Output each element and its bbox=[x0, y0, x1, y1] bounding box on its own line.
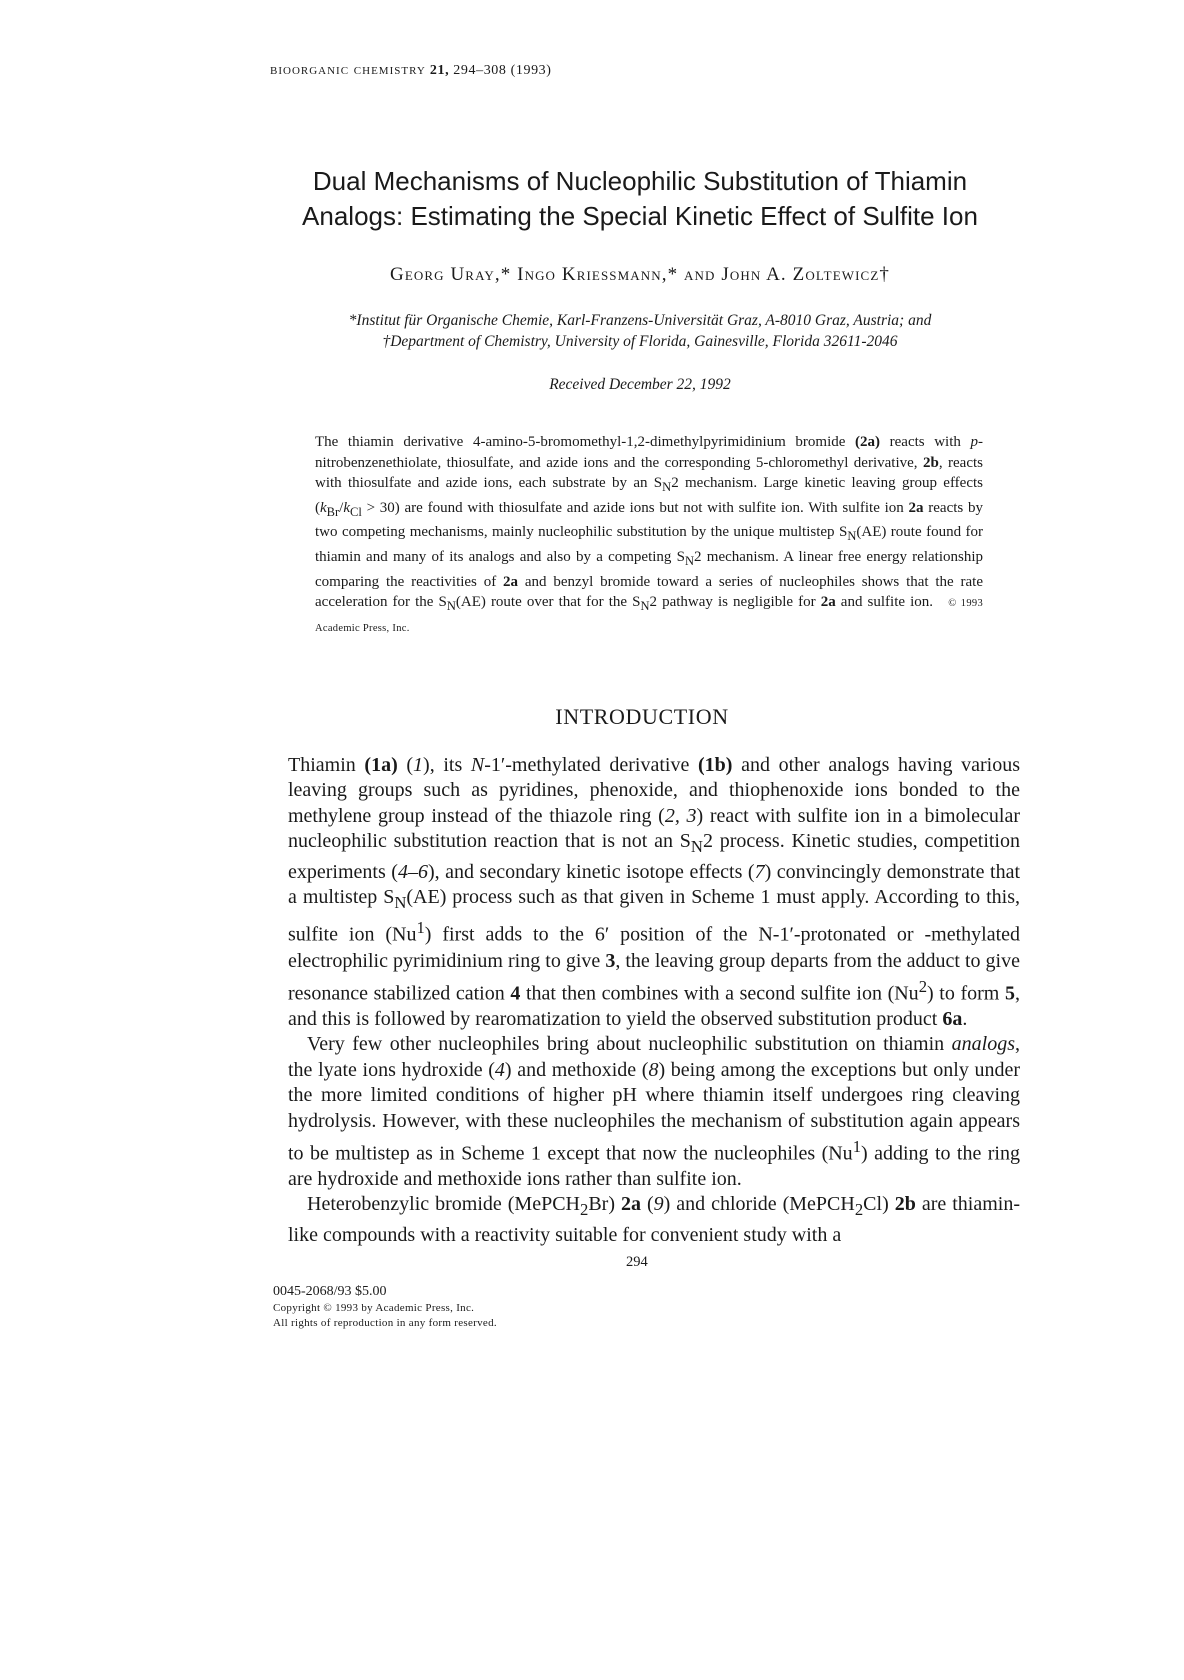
citation: 4–6 bbox=[397, 860, 428, 883]
subscript: N bbox=[662, 480, 672, 495]
superscript: 2 bbox=[918, 976, 928, 996]
text: . bbox=[962, 1007, 968, 1030]
text: ( bbox=[640, 1193, 654, 1216]
compound-ref: 6a bbox=[942, 1007, 963, 1030]
text: ), and secondary kinetic isotope effects ( bbox=[427, 860, 755, 883]
abstract-text: / bbox=[339, 499, 344, 516]
citation: 4 bbox=[494, 1058, 505, 1081]
abstract-text: reacts by two competing mechanisms, mainly nucleophilic substitution by the unique multistep S bbox=[315, 499, 983, 541]
text: 2 process. Kinetic studies, competition experiments ( bbox=[288, 830, 1020, 883]
affiliation-graz: *Institut für Organische Chemie, Karl-Franzens-Universität Graz, A-8010 Graz, Austria; and bbox=[348, 312, 932, 329]
subscript: N bbox=[685, 553, 695, 568]
text: that then combines with a second sulfite ion (Nu bbox=[520, 982, 919, 1005]
compound-ref: 2a bbox=[503, 573, 519, 590]
italic-text: analogs bbox=[951, 1033, 1015, 1056]
title-line-2: Analogs: Estimating the Special Kinetic Effect of Sulfite Ion bbox=[302, 201, 978, 231]
compound-ref: 2b bbox=[922, 454, 939, 471]
text: Very few other nucleophiles bring about nucleophilic substitution on thiamin bbox=[307, 1033, 952, 1056]
abstract bbox=[315, 432, 983, 639]
abstract-text: and sulfite ion. bbox=[835, 594, 934, 611]
compound-ref: 2a bbox=[620, 1193, 641, 1216]
superscript: 1 bbox=[852, 1137, 862, 1156]
compound-ref: 2b bbox=[894, 1193, 916, 1216]
compound-ref: 2a bbox=[820, 594, 836, 611]
subscript: N bbox=[690, 837, 703, 857]
citation: 7 bbox=[754, 860, 765, 883]
page-number: 294 bbox=[626, 1254, 648, 1270]
subscript: N bbox=[446, 599, 456, 614]
text: ), its bbox=[423, 754, 471, 776]
affiliation-florida: †Department of Chemistry, University of Florida, Gainesville, Florida 32611-2046 bbox=[382, 333, 898, 350]
subscript: N bbox=[394, 893, 407, 913]
text: ) and methoxide ( bbox=[504, 1058, 649, 1081]
citation: 8 bbox=[648, 1058, 659, 1081]
abstract-text: 2 pathway is negligible for bbox=[649, 594, 821, 611]
abstract-text: 2 mechanism. Large kinetic leaving group effects ( bbox=[315, 475, 983, 516]
abstract-text: 2 mechanism. A linear free energy relationship comparing the reactivities of bbox=[315, 548, 983, 590]
abstract-italic: p bbox=[970, 434, 978, 450]
journal-pages: 294–308 bbox=[453, 63, 507, 78]
citation: 2, 3 bbox=[664, 804, 697, 827]
subscript: 2 bbox=[580, 1200, 589, 1220]
paragraph-3 bbox=[288, 1192, 1020, 1248]
journal-year: (1993) bbox=[510, 63, 552, 78]
abstract-copyright: © 1993 Academic Press, Inc. bbox=[315, 598, 983, 634]
text: are thiamin-like compounds with a reactivity suitable for convenient study with a bbox=[288, 1193, 1020, 1246]
abstract-text: reacts with bbox=[880, 434, 971, 450]
text: , the lyate ions hydroxide ( bbox=[288, 1033, 1020, 1081]
journal-volume: 21, bbox=[429, 63, 450, 78]
compound-ref: 2a bbox=[908, 499, 924, 516]
compound-ref: (1b) bbox=[698, 754, 733, 776]
text: ) to form bbox=[927, 982, 1005, 1005]
article-title bbox=[260, 164, 1020, 234]
citation: 9 bbox=[653, 1193, 664, 1216]
authors: Georg Uray,* Ingo Kriessmann,* and John A. Zoltewicz† bbox=[390, 264, 890, 285]
section-heading-introduction: INTRODUCTION bbox=[555, 704, 729, 729]
text: and other analogs having various leaving groups such as pyridines, phenoxide, and thiophenoxide ions bonded to the methylene group instead of the thiazole ring ( bbox=[288, 754, 1021, 827]
citation: 1 bbox=[413, 754, 424, 776]
abstract-text: and benzyl bromide toward a series of nucleophiles shows that the rate acceleration for the S bbox=[315, 573, 983, 611]
abstract-text: The thiamin derivative 4-amino-5-bromomethyl-1,2-dimethylpyrimidinium bromide bbox=[315, 434, 856, 450]
body-text bbox=[288, 753, 1020, 1248]
text: ) first adds to the 6′ position of the N-1′-protonated or -methylated electrophilic pyrimidinium ring to give bbox=[288, 924, 1021, 972]
subscript: N bbox=[640, 599, 650, 614]
paragraph-1 bbox=[288, 753, 1020, 1032]
footer-copyright: Copyright © 1993 by Academic Press, Inc. bbox=[273, 1302, 475, 1314]
abstract-text: , reacts with thiosulfate and azide ions, each substrate by an S bbox=[315, 454, 983, 492]
running-head bbox=[270, 62, 552, 79]
compound-ref: (1a) bbox=[364, 754, 398, 776]
compound-ref: 3 bbox=[605, 949, 616, 972]
compound-ref: (2a) bbox=[855, 434, 881, 450]
italic-text: N bbox=[470, 754, 485, 776]
subscript: Cl bbox=[350, 504, 362, 519]
compound-ref: 5 bbox=[1005, 982, 1015, 1005]
rate-constant: k bbox=[320, 499, 327, 516]
footer-code: 0045-2068/93 $5.00 bbox=[273, 1284, 387, 1299]
text: ) and chloride (MePCH bbox=[663, 1193, 855, 1216]
text: Heterobenzylic bromide (MePCH bbox=[307, 1193, 580, 1216]
subscript: 2 bbox=[854, 1200, 864, 1220]
text: ) being among the exceptions but only under the more limited conditions of higher pH where thiamin itself undergoes ring cleaving hydrolysis. However, with these nucleophiles the mechanism of substitution again appears to be multistep as in Scheme 1 except that now the nucleophiles (Nu bbox=[288, 1058, 1020, 1165]
abstract-text: > 30) are found with thiosulfate and azide ions but not with sulfite ion. With sulfite ion bbox=[361, 499, 909, 516]
footer-rights: All rights of reproduction in any form reserved. bbox=[273, 1317, 497, 1329]
footer bbox=[273, 1282, 497, 1331]
abstract-text: -nitrobenzenethiolate, thiosulfate, and azide ions and the corresponding 5-chloromethyl derivative, bbox=[315, 434, 983, 471]
text: Br) bbox=[588, 1193, 621, 1216]
paragraph-2 bbox=[288, 1032, 1020, 1192]
compound-ref: 4 bbox=[510, 982, 521, 1005]
affiliations bbox=[260, 310, 1020, 352]
subscript: N bbox=[847, 529, 857, 544]
received-date: Received December 22, 1992 bbox=[549, 376, 731, 393]
abstract-text: (AE) route found for thiamin and many of its analogs and also by a competing S bbox=[315, 524, 984, 565]
journal-name: bioorganic chemistry bbox=[270, 62, 426, 78]
text: ( bbox=[397, 754, 414, 776]
subscript: Br bbox=[326, 504, 340, 519]
abstract-text: (AE) route over that for the S bbox=[455, 594, 641, 611]
text: ) react with sulfite ion in a bimolecular nucleophilic substitution reaction that is not an S bbox=[288, 804, 1020, 853]
rate-constant: k bbox=[343, 499, 351, 516]
superscript: 1 bbox=[416, 918, 425, 938]
text: , the leaving group departs from the adduct to give resonance stabilized cation bbox=[288, 949, 1020, 1005]
text: ) adding to the ring are hydroxide and methoxide ions rather than sulfite ion. bbox=[288, 1142, 1020, 1191]
text: (AE) process such as that given in Scheme 1 must apply. According to this, sulfite ion (Nu bbox=[288, 886, 1020, 947]
text: , and this is followed by rearomatization to yield the observed substitution product bbox=[288, 982, 1020, 1030]
title-line-1: Dual Mechanisms of Nucleophilic Substitution of Thiamin bbox=[312, 166, 968, 196]
text: -1′-methylated derivative bbox=[484, 754, 698, 776]
text: Thiamin bbox=[288, 754, 365, 776]
text: ) convincingly demonstrate that a multistep S bbox=[288, 860, 1021, 909]
text: Cl) bbox=[863, 1193, 895, 1216]
